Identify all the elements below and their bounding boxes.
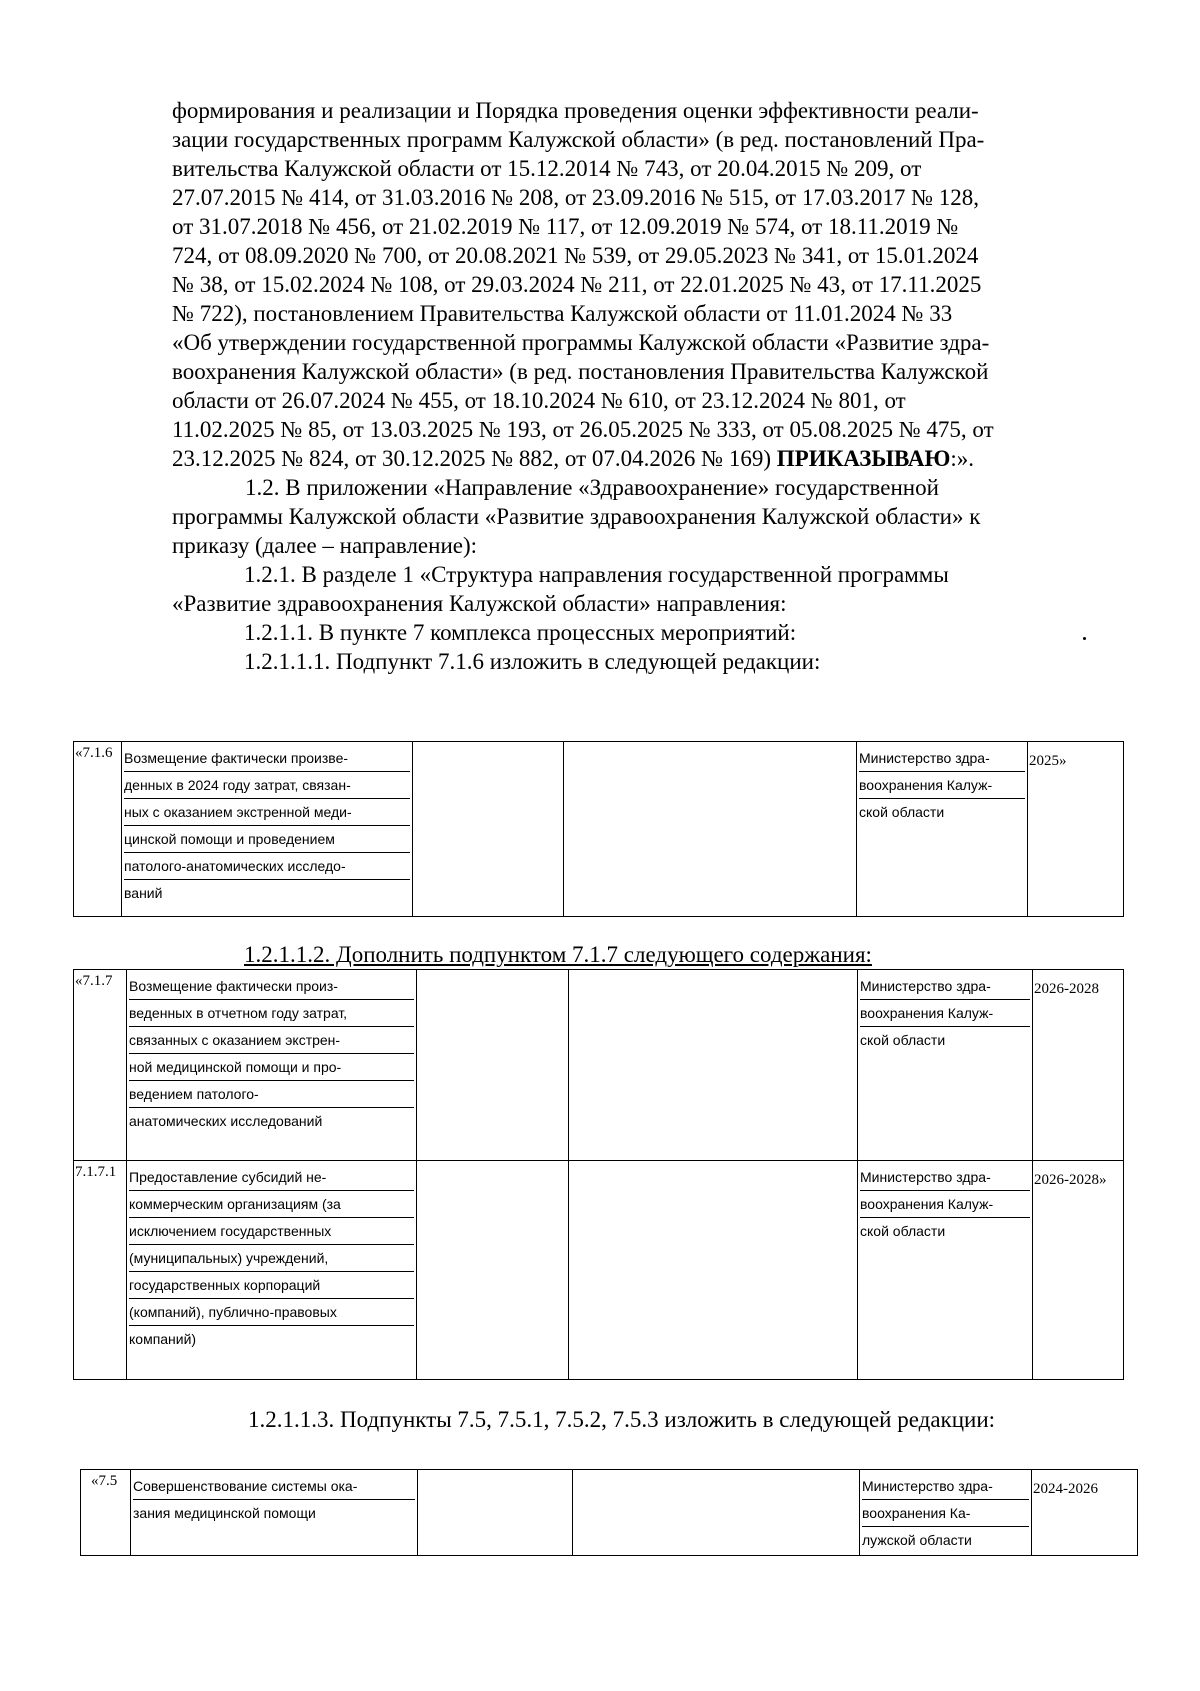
text-line: ных с оказанием экстренной меди- <box>124 799 410 826</box>
ministry-cell <box>858 1161 1033 1380</box>
paragraph-line: 11.02.2025 № 85, от 13.03.2025 № 193, от 26.05.2025 № 333, от 05.08.2025 № 475, от <box>172 417 994 442</box>
text-line: Предоставление субсидий не- <box>129 1164 414 1191</box>
item-number: «7.1.6 <box>75 745 113 761</box>
text-line: воохранения Калуж- <box>860 1191 1030 1218</box>
period: 2025» <box>1029 753 1067 769</box>
text-line: ваний <box>124 885 163 901</box>
text-line: веденных в отчетном году затрат, <box>129 1000 414 1027</box>
text-line: Министерство здра- <box>862 1473 1029 1500</box>
text-line: коммерческим организациям (за <box>129 1191 414 1218</box>
text-line: Возмещение фактически произве- <box>124 745 410 772</box>
section-1-2-1-1-3: 1.2.1.1.3. Подпункты 7.5, 7.5.1, 7.5.2, 7.5.3 изложить в следующей редакции: <box>248 1407 996 1432</box>
paragraph-line: 27.07.2015 № 414, от 31.03.2016 № 208, от 23.09.2016 № 515, от 17.03.2017 № 128, <box>172 185 980 210</box>
order-word: ПРИКАЗЫВАЮ <box>776 446 951 471</box>
paragraph-line: вительства Калужской области от 15.12.2014 № 743, от 20.04.2015 № 209, от <box>172 156 922 181</box>
num-cell <box>74 742 122 917</box>
text-line: ской области <box>860 1223 946 1239</box>
paragraph-line: приказу (далее – направление): <box>172 533 478 558</box>
text-line: ской области <box>860 1032 946 1048</box>
ministry-cell <box>860 1470 1032 1556</box>
period-cell <box>1028 742 1124 917</box>
empty-cell <box>573 1470 860 1556</box>
text-line: Совершенствование системы ока- <box>133 1473 415 1500</box>
text-line: Министерство здра- <box>859 745 1025 772</box>
section-1-2-1-1: 1.2.1.1. В пункте 7 комплекса процессных мероприятий: <box>244 620 797 645</box>
paragraph-line: 724, от 08.09.2020 № 700, от 20.08.2021 № 539, от 29.05.2023 № 341, от 15.01.2024 <box>172 243 979 268</box>
table-7-1-6 <box>73 741 1124 917</box>
text-line: воохранения Калуж- <box>859 772 1025 799</box>
num-cell <box>81 1470 131 1556</box>
paragraph-line: формирования и реализации и Порядка проведения оценки эффективности реали- <box>172 98 979 123</box>
text-line: Возмещение фактически произ- <box>129 973 414 1000</box>
table-row <box>74 970 1124 1161</box>
empty-cell <box>569 1161 858 1380</box>
table-7-1-7 <box>73 969 1124 1380</box>
section-1-2-1-1-2: 1.2.1.1.2. Дополнить подпунктом 7.1.7 следующего содержания: <box>244 942 872 967</box>
item-text <box>127 970 416 1134</box>
empty-cell <box>417 970 569 1161</box>
item-number: «7.1.7 <box>75 973 113 989</box>
item-text <box>131 1470 417 1526</box>
paragraph-last-line <box>172 444 1110 473</box>
text-cell <box>127 1161 417 1380</box>
section-1-2 <box>172 473 1108 560</box>
text-line: компаний) <box>129 1331 197 1347</box>
text-line: исключением государственных <box>129 1218 414 1245</box>
text-cell <box>131 1470 418 1556</box>
text-line: лужской области <box>862 1532 972 1548</box>
section-1-2-1-1-1: 1.2.1.1.1. Подпункт 7.1.6 изложить в следующей редакции: <box>244 649 821 674</box>
text-line: анатомических исследований <box>129 1113 323 1129</box>
ministry-text <box>860 1470 1031 1553</box>
period: 2026-2028 <box>1034 981 1099 997</box>
text-line: ной медицинской помощи и про- <box>129 1054 414 1081</box>
text-line: ведением патолого- <box>129 1081 414 1108</box>
num-cell <box>74 970 127 1161</box>
paragraph-line: зации государственных программ Калужской области» (в ред. постановлений Пра- <box>172 127 985 152</box>
period: 2024-2026 <box>1033 1481 1098 1497</box>
text-cell <box>122 742 413 917</box>
ministry-text <box>858 1161 1032 1244</box>
stray-dot <box>1083 637 1086 640</box>
text-line: (муниципальных) учреждений, <box>129 1245 414 1272</box>
item-number: «7.5 <box>91 1473 118 1489</box>
paragraph-line: от 31.07.2018 № 456, от 21.02.2019 № 117, от 12.09.2019 № 574, от 18.11.2019 № <box>172 214 959 239</box>
empty-cell <box>418 1470 573 1556</box>
item-text <box>127 1161 416 1352</box>
table-row <box>81 1470 1138 1556</box>
text-line: цинской помощи и проведением <box>124 826 410 853</box>
text-line: патолого-анатомических исследо- <box>124 853 410 880</box>
paragraph-line: области от 26.07.2024 № 455, от 18.10.2024 № 610, от 23.12.2024 № 801, от <box>172 388 906 413</box>
table-row <box>74 742 1124 917</box>
last-line-end: :». <box>950 446 975 471</box>
ministry-cell <box>858 970 1033 1161</box>
text-cell <box>127 970 417 1161</box>
paragraph-line: «Об утверждении государственной программы Калужской области «Развитие здра- <box>172 330 990 355</box>
text-line: Министерство здра- <box>860 973 1030 1000</box>
table-row <box>74 1161 1124 1380</box>
paragraph-line: № 38, от 15.02.2024 № 108, от 29.03.2024 № 211, от 22.01.2025 № 43, от 17.11.2025 <box>172 272 982 297</box>
ministry-text <box>858 970 1032 1053</box>
table-7-5 <box>80 1469 1138 1556</box>
paragraph-line: «Развитие здравоохранения Калужской области» направления: <box>172 591 787 616</box>
paragraph-line: 1.2.1. В разделе 1 «Структура направления государственной программы <box>244 562 949 587</box>
item-text <box>122 742 412 906</box>
text-line: государственных корпораций <box>129 1272 414 1299</box>
text-line: (компаний), публично-правовых <box>129 1299 414 1326</box>
empty-cell <box>413 742 564 917</box>
paragraph-line: воохранения Калужской области» (в ред. постановления Правительства Калужской <box>172 359 989 384</box>
last-line-start: 23.12.2025 № 824, от 30.12.2025 № 882, от 07.04.2026 № 169) <box>172 446 777 471</box>
period: 2026-2028» <box>1034 1172 1107 1188</box>
text-line: денных в 2024 году затрат, связан- <box>124 772 410 799</box>
text-line: ской области <box>859 804 945 820</box>
section-1-2-1 <box>172 560 1108 618</box>
paragraph-line: 1.2. В приложении «Направление «Здравоохранение» государственной <box>245 475 939 500</box>
text-line: связанных с оказанием экстрен- <box>129 1027 414 1054</box>
ministry-cell <box>857 742 1028 917</box>
period-cell <box>1032 1470 1138 1556</box>
empty-cell <box>564 742 857 917</box>
ministry-text <box>857 742 1027 825</box>
empty-cell <box>417 1161 569 1380</box>
item-number: 7.1.7.1 <box>75 1164 117 1180</box>
intro-paragraph <box>172 96 1110 473</box>
period-cell <box>1033 1161 1124 1380</box>
text-line: зания медицинской помощи <box>133 1505 316 1521</box>
text-line: воохранения Калуж- <box>860 1000 1030 1027</box>
text-line: Министерство здра- <box>860 1164 1030 1191</box>
empty-cell <box>569 970 858 1161</box>
paragraph-line: программы Калужской области «Развитие здравоохранения Калужской области» к <box>172 504 981 529</box>
num-cell <box>74 1161 127 1380</box>
paragraph-line: № 722), постановлением Правительства Калужской области от 11.01.2024 № 33 <box>172 301 953 326</box>
text-line: воохранения Ка- <box>862 1500 1029 1527</box>
period-cell <box>1033 970 1124 1161</box>
